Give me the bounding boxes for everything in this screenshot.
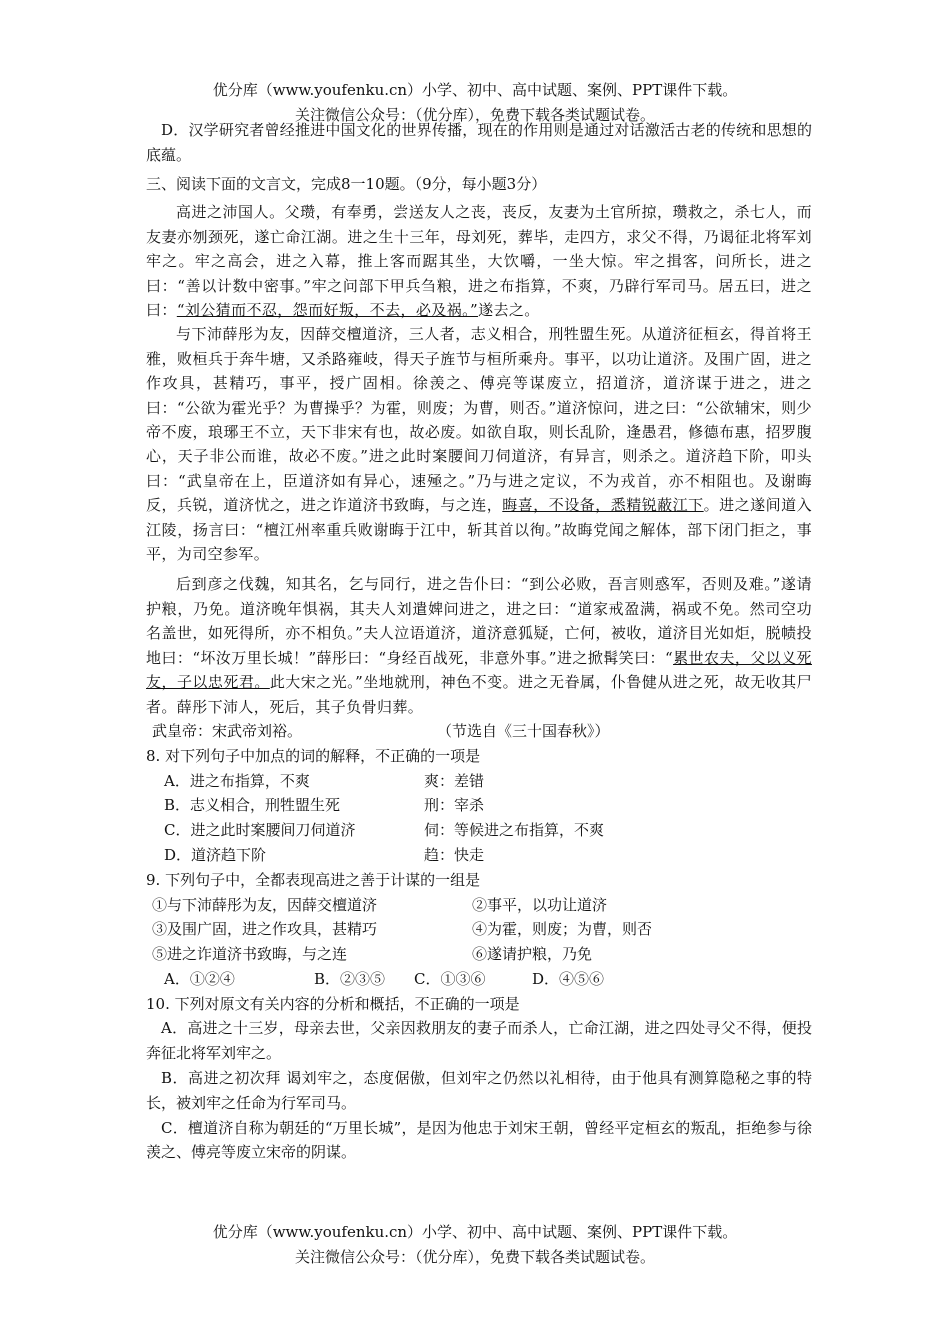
question-8-option xyxy=(146,793,812,818)
question-9-items-row xyxy=(146,893,812,918)
question-9-choices xyxy=(146,967,812,992)
question-9-item: ④为霍，则废；为曹，则否 xyxy=(472,920,653,939)
question-9-choice: A．①②④ xyxy=(164,969,235,988)
option-explanation: 伺：等候进之布指算，不爽 xyxy=(424,821,605,840)
question-9-stem: 9. 下列句子中，全都表现高进之善于计谋的一组是 xyxy=(146,870,481,889)
option-explanation: 趋：快走 xyxy=(424,845,485,864)
passage-paragraph-2 xyxy=(146,322,812,566)
underlined-sentence: “刘公猜而不忍，怨而好叛，不去，必及祸。” xyxy=(176,301,479,320)
source-citation: （节选自《三十国春秋》） xyxy=(437,721,610,740)
question-9-items-row xyxy=(146,942,812,967)
passage-text: 高进之沛国人。父瓒，有奉勇，尝送友人之丧，丧反，友妻为土官所掠，瓒救之，杀七人，而友妻亦刎颈死，遂亡命江湖。进之生十三年，母刘死，葬毕，走四方，求父不得，乃谒征北将军刘牢之。牢之高会，进之入幕，推上客而踞其坐，大饮嚼，一坐大惊。牢之揖客，问所长，进之曰：“善以计数中密事。”牢之问部下甲兵刍粮，进之布指算，不爽，乃辟行军司马。居五曰，进之曰： xyxy=(146,203,812,320)
passage-paragraph-1 xyxy=(146,200,812,322)
footnote: 武皇帝：宋武帝刘裕。 xyxy=(152,721,303,740)
section-title: 三、阅读下面的文言文，完成8一10题。（9分，每小题3分） xyxy=(146,174,547,193)
footer-line-1: 优分库（www.youfenku.cn）小学、初中、高中试题、案例、PPT课件下载。 xyxy=(212,1223,738,1241)
previous-option-d: D．汉学研究者曾经推进中国文化的世界传播，现在的作用则是通过对话激活古老的传统和思想的底蕴。 xyxy=(146,121,812,164)
footnote-row xyxy=(146,719,812,744)
question-9-choice: C．①③⑥ xyxy=(414,969,486,988)
option-explanation: 刑：宰杀 xyxy=(424,796,485,815)
underlined-sentence: 晦喜，不设备，悉精锐蔽江下 xyxy=(502,496,704,515)
question-8-option xyxy=(146,818,812,843)
passage-text: 此大宋之光。”坐地就刑，神色不变。进之无眷属，仆鲁健从进之死，故无收其尸者。薛彤下沛人，死后，其子负骨归葬。 xyxy=(146,673,813,716)
question-8-stem: 8. 对下列句子中加点的词的解释，不正确的一项是 xyxy=(146,746,481,765)
option-sentence: A．进之布指算，不爽 xyxy=(164,771,310,790)
header-line-1: 优分库（www.youfenku.cn）小学、初中、高中试题、案例、PPT课件下载。 xyxy=(212,81,738,99)
question-10-stem: 10. 下列对原文有关内容的分析和概括，不正确的一项是 xyxy=(146,994,520,1013)
passage-text: 遂去之。 xyxy=(478,301,540,320)
passage-text: 后到彦之伐魏，知其名，乞与同行，进之告仆曰：“到公必败，吾言则惑军，否则及难。”遂请护粮，乃免。道济晚年惧祸，其夫人刘遣婢问进之，进之曰：“道家戒盈满，祸或不免。然司空功名盖世，如死得所，亦不相负。”夫人泣语道济，道济意狐疑，亡何，被收，道济目光如炬，脱帻投地曰：“坏汝万里长城！”薛彤曰：“身经百战死，非意外事。”进之掀髯笑曰：“ xyxy=(146,575,812,667)
question-9-item: ⑤进之诈道济书致晦，与之连 xyxy=(152,945,348,964)
passage-paragraph-3 xyxy=(146,572,812,718)
question-9-items-row xyxy=(146,917,812,942)
question-9-item: ②事平，以功让道济 xyxy=(472,895,608,914)
question-9-item: ③及围广固，进之作攻具，甚精巧 xyxy=(152,920,378,939)
question-10-option: B．高进之初次拜 谒刘牢之，态度倨傲，但刘牢之仍然以礼相待，由于他具有测算隐秘之事的特长，被刘牢之任命为行军司马。 xyxy=(146,1069,812,1112)
question-8-option xyxy=(146,769,812,794)
question-10-option: A．高进之十三岁，母亲去世，父亲因救朋友的妻子而杀人，亡命江湖，进之四处寻父不得，便投奔征北将军刘牢之。 xyxy=(146,1019,812,1063)
passage-text: 。进之遂间道入江陵，扬言曰：“檀江州率重兵败谢晦于江中，斩其首以徇。”故晦党闻之解体，部下闭门拒之，事平，为司空参军。 xyxy=(146,496,812,564)
question-9-choice: B．②③⑤ xyxy=(314,969,386,988)
header-line-2: 关注微信公众号：（优分库），免费下载各类试题试卷。 xyxy=(294,106,655,124)
question-8-option xyxy=(146,843,812,868)
question-9-item: ⑥遂请护粮，乃免 xyxy=(472,945,593,964)
question-10-option: C．檀道济自称为朝廷的“万里长城”，是因为他忠于刘宋王朝，曾经平定桓玄的叛乱，拒绝参与徐羡之、傅亮等废立宋帝的阴谋。 xyxy=(146,1118,812,1162)
footer-line-2: 关注微信公众号：（优分库），免费下载各类试题试卷。 xyxy=(294,1248,655,1266)
option-sentence: D．道济趋下阶 xyxy=(164,845,267,864)
question-9-choice: D．④⑤⑥ xyxy=(532,969,605,988)
option-explanation: 爽：差错 xyxy=(424,771,485,790)
passage-text: 与下沛薛彤为友，因薛交檀道济，三人者，志义相合，刑牲盟生死。从道济征桓玄，得首将王雅，败桓兵于奔牛塘，又杀路雍岐，得天子旌节与桓所乘舟。事平，以功让道济。及围广固，进之作攻具，甚精巧，事平，授广固相。徐羡之、傅亮等谋废立，招道济，道济谋于进之，进之曰：“公欲为霍光乎？为曹操乎？为霍，则废；为曹，则否。”道济惊问，进之曰：“公欲辅宋，则少帝不废，琅琊王不立，天下非宋有也，故必废。如欲自取，则长乱阶，逢愚君，修德布惠，招罗腹心，天子非公而谁，故必不废。”进之此时案腰间刀伺道济，有异言，则杀之。道济趋下阶，叩头曰：“武皇帝在上，臣道济如有异心，速殛之。”乃与进之定议，不为戎首，亦不相阻也。及谢晦反，兵锐，道济忧之，进之诈道济书致晦，与之连， xyxy=(146,325,812,515)
option-sentence: C．进之此时案腰间刀伺道济 xyxy=(164,821,356,840)
document-body xyxy=(146,118,812,1165)
option-sentence: B．志义相合，刑牲盟生死 xyxy=(164,796,341,815)
underlined-sentence: 累世农夫，父以义死友，子以忠死君。 xyxy=(146,648,812,692)
question-9-item: ①与下沛薛彤为友，因薛交檀道济 xyxy=(152,895,378,914)
